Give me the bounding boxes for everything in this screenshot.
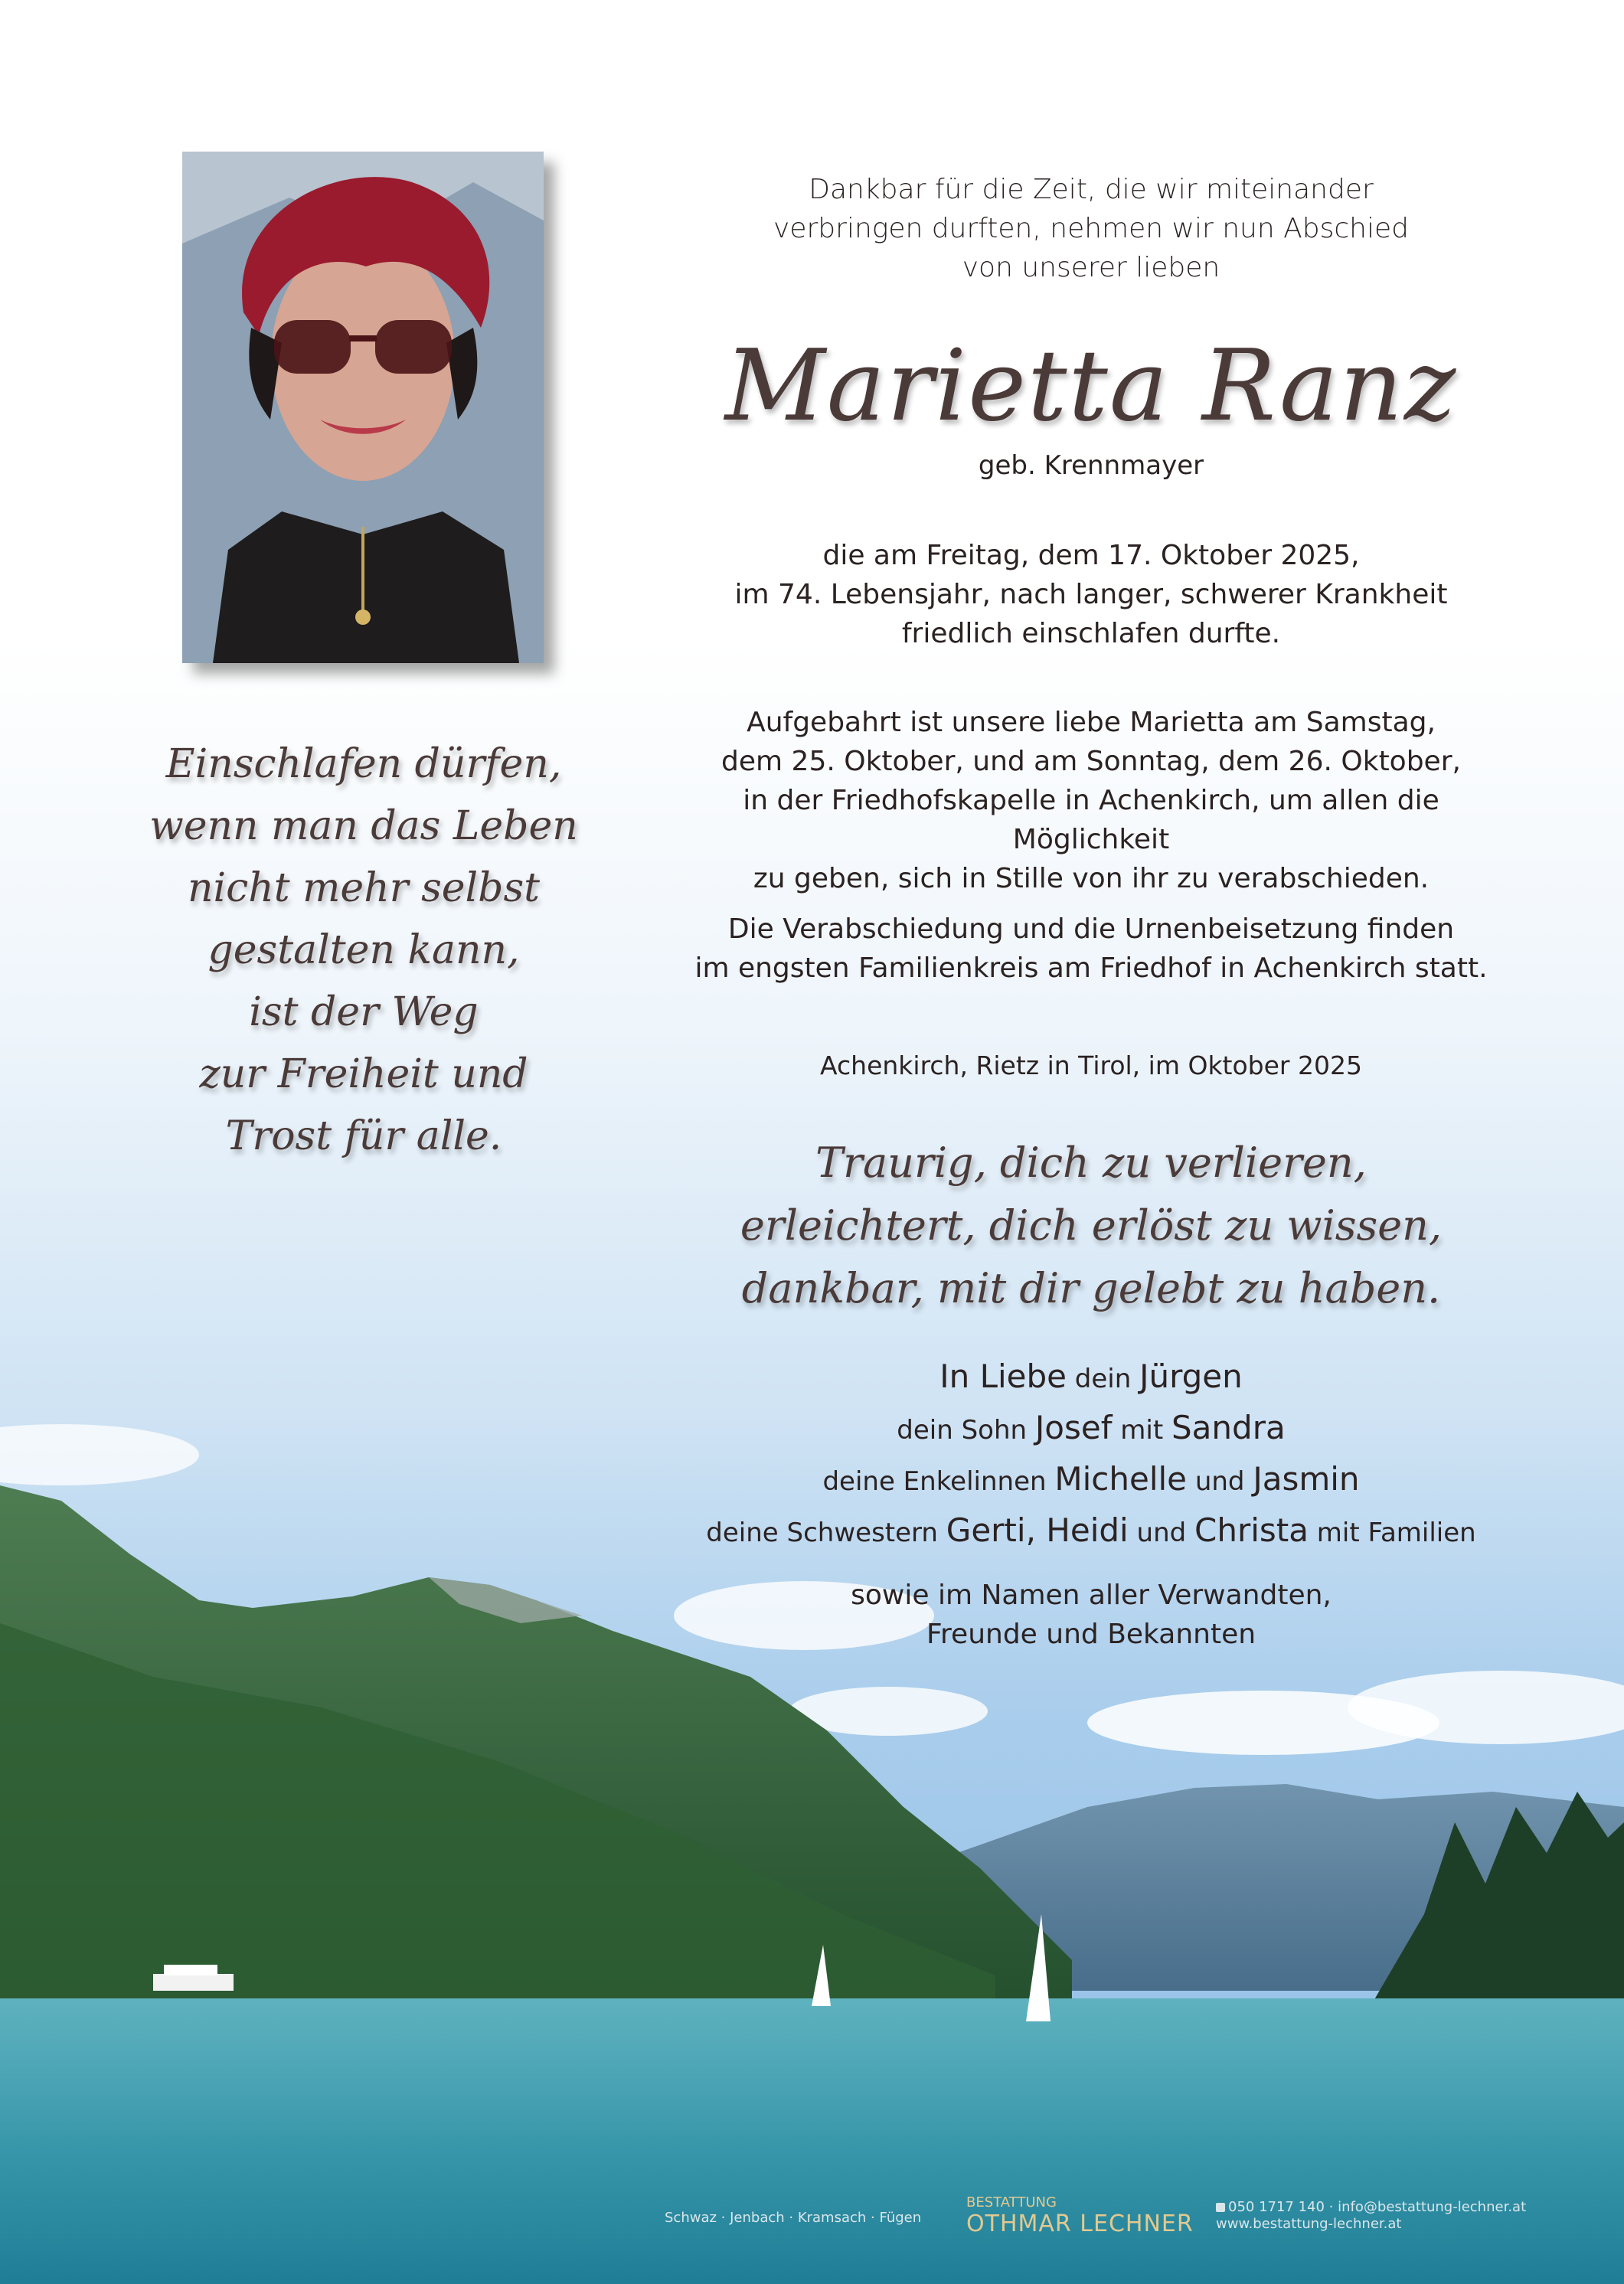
quote-line: Trost für alle. xyxy=(225,1113,502,1159)
motto-quote xyxy=(689,1132,1493,1320)
viewing-notice xyxy=(689,703,1493,898)
portrait-photo xyxy=(182,152,544,663)
death-notice-line: friedlich einschlafen durfte. xyxy=(901,618,1281,649)
left-quote xyxy=(100,734,628,1168)
quote-line: wenn man das Leben xyxy=(149,803,578,849)
phone-icon xyxy=(1216,2203,1225,2212)
family-line: deine Schwestern Gerti, Heidi und Christa mit Familien xyxy=(706,1511,1476,1549)
motto-line: Traurig, dich zu verlieren, xyxy=(815,1139,1367,1187)
quote-line: nicht mehr selbst xyxy=(187,865,541,911)
quote-line: Einschlafen dürfen, xyxy=(165,741,562,787)
deceased-name: Marietta Ranz xyxy=(724,329,1458,443)
family-signature xyxy=(689,1352,1493,1557)
closing-line: sowie im Namen aller Verwandten, xyxy=(851,1580,1332,1611)
motto-line: erleichtert, dich erlöst zu wissen, xyxy=(740,1201,1443,1250)
place-date: Achenkirch, Rietz in Tirol, im Oktober 2025 xyxy=(820,1051,1362,1080)
funeral-home-logo: BESTATTUNG OTHMAR LECHNER xyxy=(966,2194,1194,2237)
death-notice xyxy=(689,536,1493,653)
footer-contact xyxy=(1216,2199,1526,2233)
viewing-line: in der Friedhofskapelle in Achenkirch, um allen die Möglichkeit xyxy=(743,785,1439,855)
footer-website-link[interactable]: www.bestattung-lechner.at xyxy=(1216,2216,1402,2232)
intro-text xyxy=(689,170,1493,287)
intro-line: Dankbar für die Zeit, die wir miteinander xyxy=(809,174,1374,205)
closing-line: Freunde und Bekannten xyxy=(926,1619,1256,1650)
funeral-line: Die Verabschiedung und die Urnenbeisetzung finden xyxy=(727,913,1455,945)
family-line: deine Enkelinnen Michelle und Jasmin xyxy=(822,1460,1360,1498)
viewing-line: zu geben, sich in Stille von ihr zu verabschieden. xyxy=(753,863,1430,894)
family-line: dein Sohn Josef mit Sandra xyxy=(897,1409,1286,1446)
quote-line: gestalten kann, xyxy=(207,927,520,973)
family-line: In Liebe dein Jürgen xyxy=(939,1358,1243,1395)
quote-line: ist der Weg xyxy=(249,989,479,1035)
footer-phone-email[interactable]: 050 1717 140 · info@bestattung-lechner.at xyxy=(1228,2199,1527,2215)
viewing-line: dem 25. Oktober, und am Sonntag, dem 26. Oktober, xyxy=(721,746,1461,777)
birth-name: geb. Krennmayer xyxy=(978,450,1204,481)
viewing-line: Aufgebahrt ist unsere liebe Marietta am Samstag, xyxy=(747,707,1436,738)
footer-towns: Schwaz · Jenbach · Kramsach · Fügen xyxy=(665,2210,922,2226)
funeral-notice xyxy=(689,910,1493,988)
funeral-line: im engsten Familienkreis am Friedhof in Achenkirch statt. xyxy=(694,952,1488,984)
motto-line: dankbar, mit dir gelebt zu haben. xyxy=(741,1264,1441,1312)
intro-line: von unserer lieben xyxy=(962,252,1220,283)
death-notice-line: die am Freitag, dem 17. Oktober 2025, xyxy=(822,540,1360,571)
quote-line: zur Freiheit und xyxy=(199,1051,528,1097)
intro-line: verbringen durften, nehmen wir nun Abschied xyxy=(773,213,1409,244)
closing-text xyxy=(689,1576,1493,1654)
death-notice-line: im 74. Lebensjahr, nach langer, schwerer Krankheit xyxy=(734,579,1448,610)
funeral-home-footer xyxy=(0,2194,1624,2240)
